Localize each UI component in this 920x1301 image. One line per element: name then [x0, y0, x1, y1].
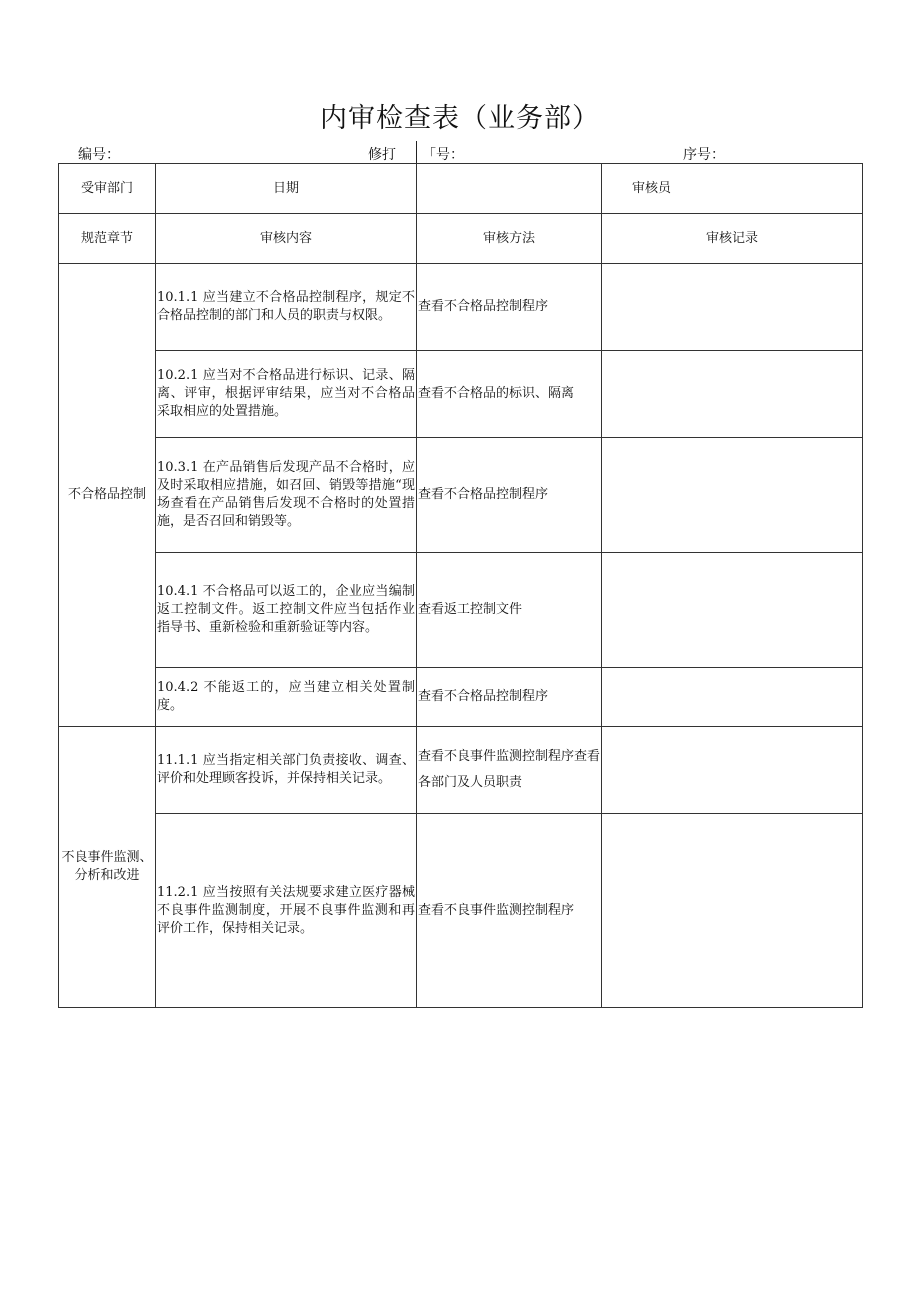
audit-table	[58, 163, 863, 1008]
revision-suffix: 「号：	[422, 147, 464, 163]
date-value-cell[interactable]	[417, 164, 602, 214]
date-label: 日期	[156, 164, 417, 214]
clause-content: 10.1.1 应当建立不合格品控制程序，规定不合格品控制的部门和人员的职责与权限。	[156, 264, 417, 351]
audit-record-cell[interactable]	[602, 668, 863, 727]
clause-content: 11.1.1 应当指定相关部门负责接收、调查、评价和处理顾客投诉，并保持相关记录。	[156, 727, 417, 814]
method-label: 审核方法	[417, 214, 602, 264]
table-row	[59, 668, 863, 727]
table-row	[59, 438, 863, 553]
audit-method: 查看不合格品控制程序	[417, 264, 602, 351]
content-label: 审核内容	[156, 214, 417, 264]
section-name: 不良事件监测、分析和改进	[59, 727, 156, 1008]
table-row	[59, 264, 863, 351]
section-name: 不合格品控制	[59, 264, 156, 727]
audit-method: 查看不良事件监测控制程序	[417, 814, 602, 1008]
table-row	[59, 553, 863, 668]
page-title: 内审检查表（业务部）	[320, 103, 600, 134]
dept-label: 受审部门	[59, 164, 156, 214]
audit-method: 查看返工控制文件	[417, 553, 602, 668]
sequence-label: 序号：	[683, 147, 725, 163]
audit-method: 查看不合格品的标识、隔离	[417, 351, 602, 438]
audit-method: 查看不良事件监测控制程序查看各部门及人员职责	[417, 727, 602, 814]
audit-method: 查看不合格品控制程序	[417, 668, 602, 727]
record-label: 审核记录	[602, 214, 863, 264]
table-row	[59, 727, 863, 814]
clause-content: 10.4.2 不能返工的，应当建立相关处置制度。	[156, 668, 417, 727]
audit-record-cell[interactable]	[602, 814, 863, 1008]
chapter-label: 规范章节	[59, 214, 156, 264]
audit-record-cell[interactable]	[602, 553, 863, 668]
clause-content: 10.2.1 应当对不合格品进行标识、记录、隔离、评审，根据评审结果，应当对不合格品采取相应的处置措施。	[156, 351, 417, 438]
header-row-columns	[59, 214, 863, 264]
clause-content: 11.2.1 应当按照有关法规要求建立医疗器械不良事件监测制度，开展不良事件监测和再评价工作，保持相关记录。	[156, 814, 417, 1008]
clause-content: 10.3.1 在产品销售后发现产品不合格时，应及时采取相应措施，如召回、销毁等措施“现场查看在产品销售后发现不合格时的处置措施，是否召回和销毁等。	[156, 438, 417, 553]
revision-label: 修打	[368, 147, 396, 163]
audit-record-cell[interactable]	[602, 351, 863, 438]
auditor-label: 审核员	[602, 164, 863, 214]
table-row	[59, 814, 863, 1008]
audit-record-cell[interactable]	[602, 264, 863, 351]
audit-record-cell[interactable]	[602, 438, 863, 553]
table-row	[59, 351, 863, 438]
audit-method: 查看不合格品控制程序	[417, 438, 602, 553]
clause-content: 10.4.1 不合格品可以返工的，企业应当编制返工控制文件。返工控制文件应当包括作业指导书、重新检验和重新验证等内容。	[156, 553, 417, 668]
meta-divider	[416, 141, 417, 163]
number-label: 编号：	[78, 147, 120, 163]
header-row-dept	[59, 164, 863, 214]
audit-record-cell[interactable]	[602, 727, 863, 814]
